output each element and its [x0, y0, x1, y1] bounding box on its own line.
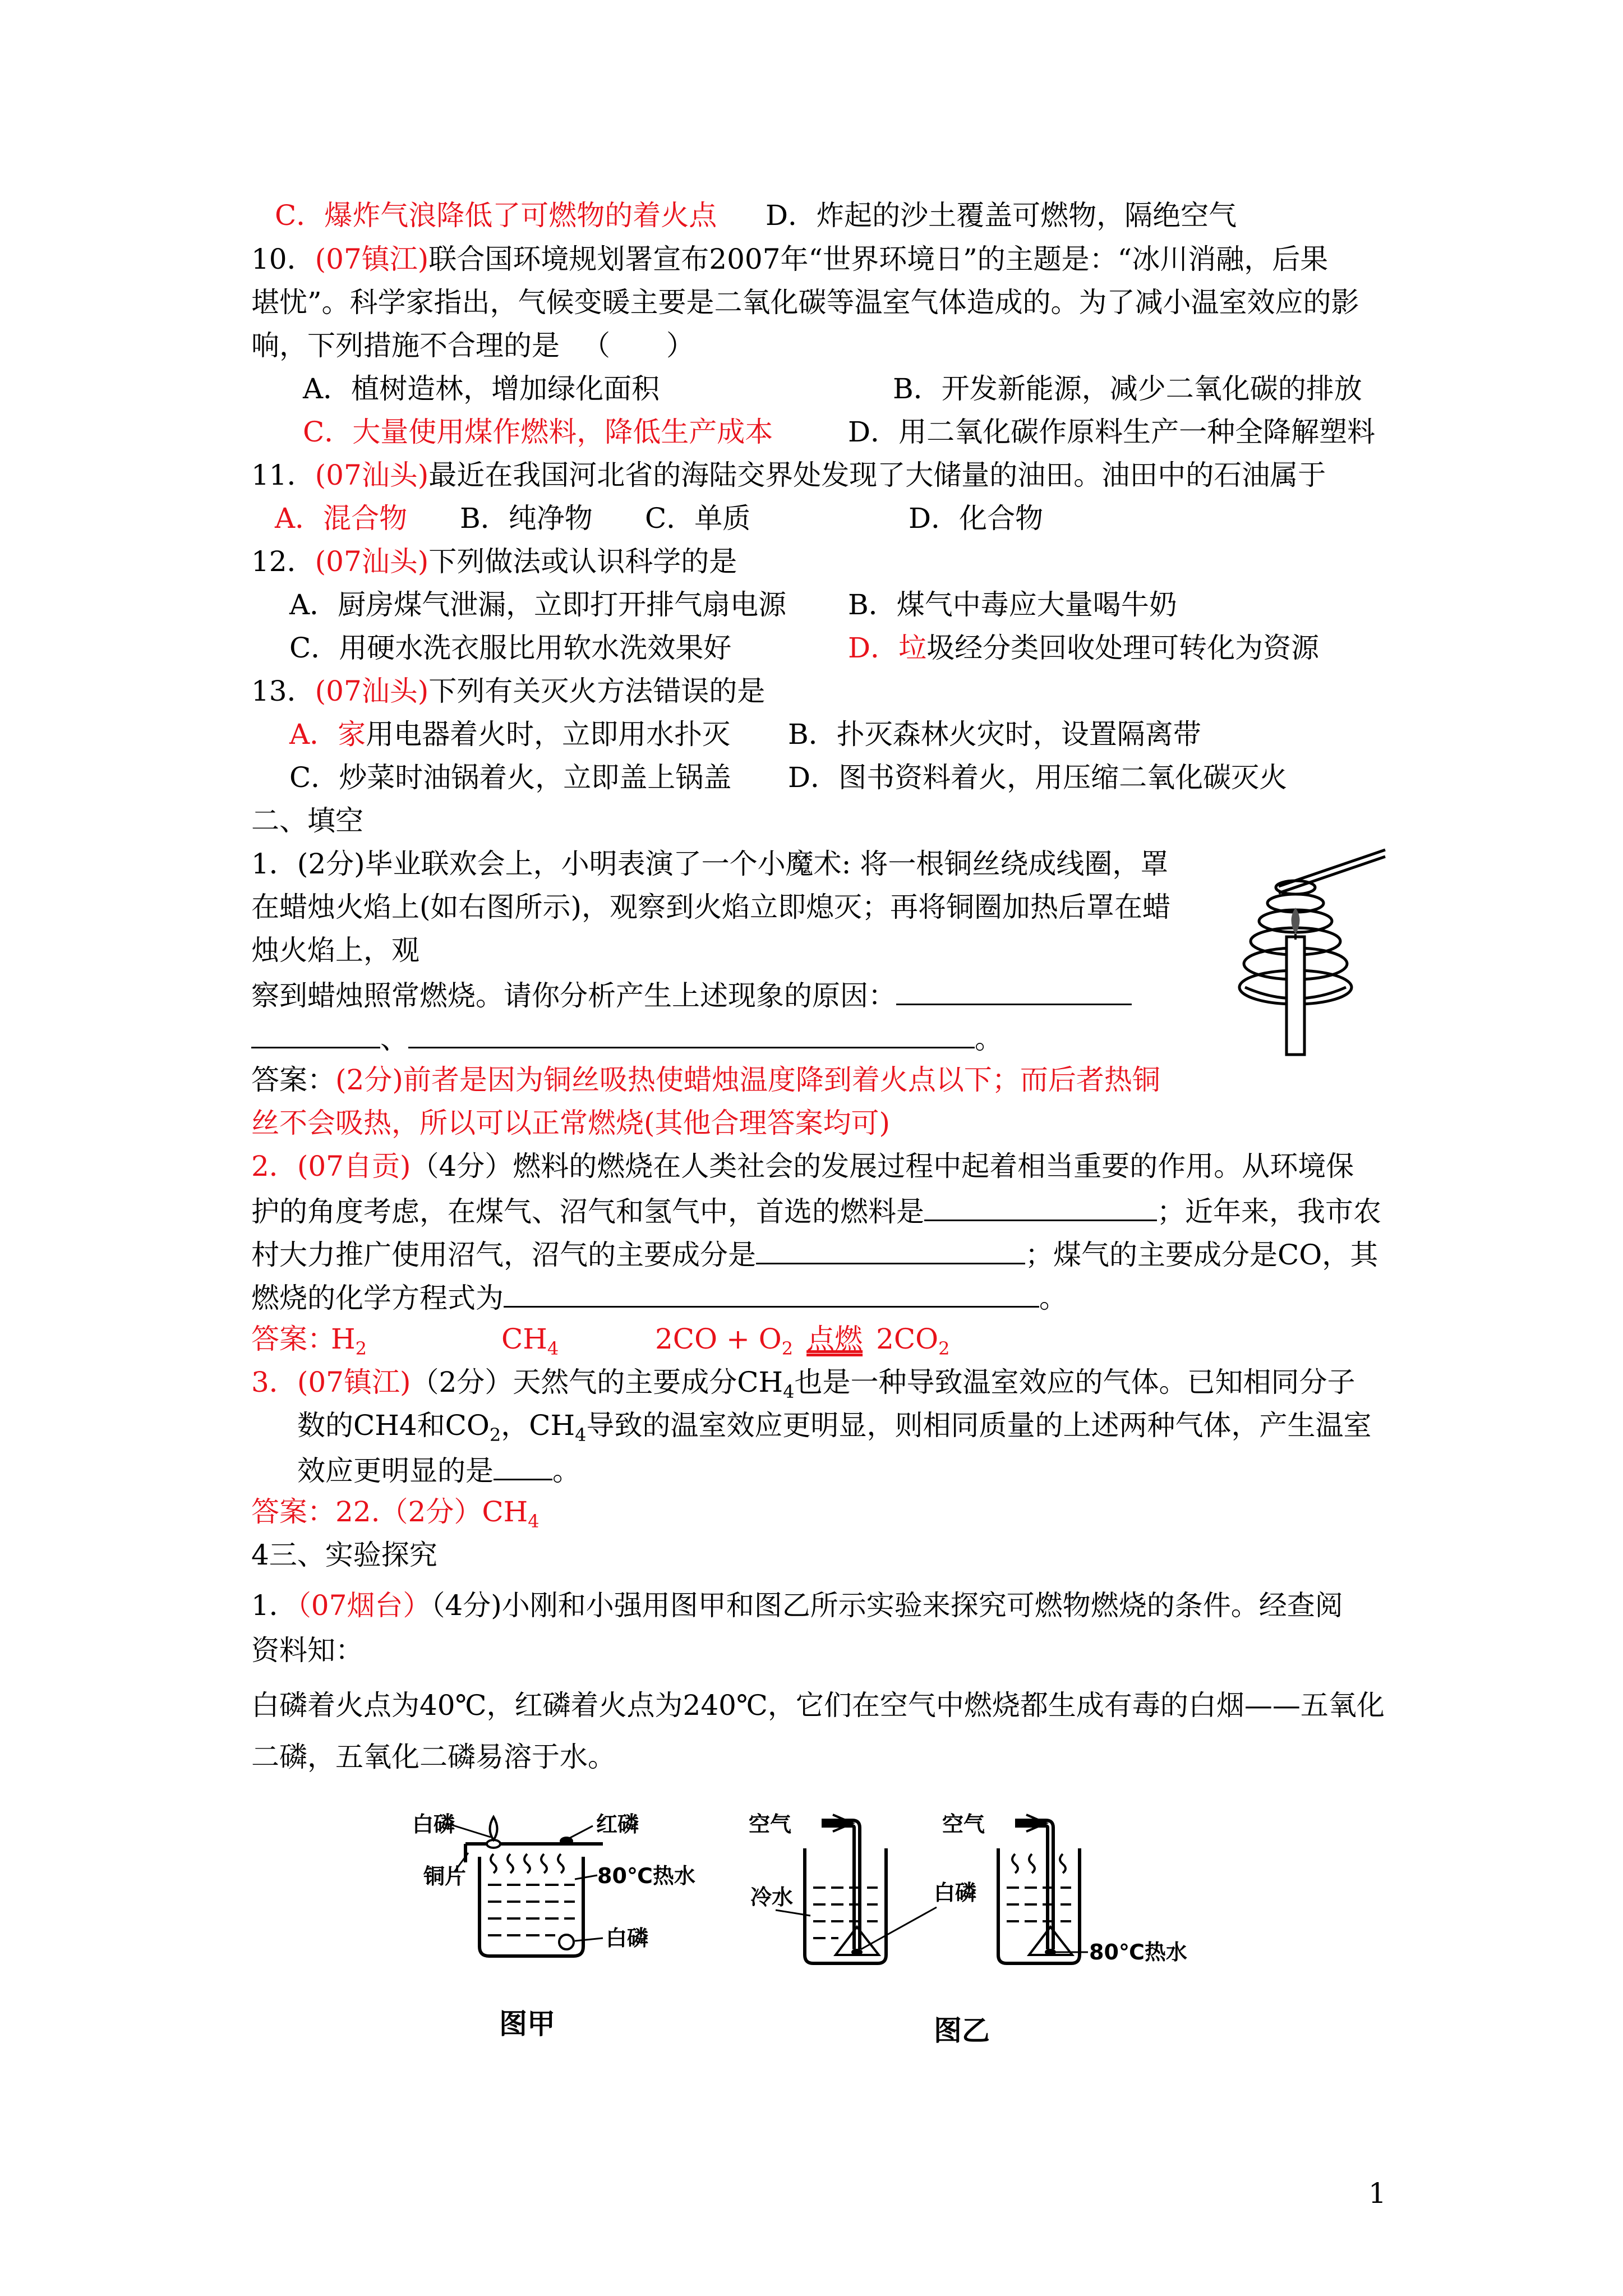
f2-line-1: 2．(07自贡)（4分）燃料的燃烧在人类社会的发展过程中起着相当重要的作用。从环境保	[251, 1150, 1354, 1182]
hot-water-lines	[1007, 1888, 1071, 1921]
f1-line-3: 烛火焰上，观	[251, 934, 419, 967]
q11-source: (07汕头)	[315, 459, 429, 491]
f1-line-5: 、 。	[251, 1020, 1003, 1056]
e1-source: （07烟台）	[297, 1589, 431, 1622]
q11-option-b: B．纯净物	[460, 502, 593, 535]
answer-h2: $H_2$	[331, 1323, 367, 1359]
label-white-phosphorus-top: 白磷	[412, 1812, 455, 1837]
q9-option-c: C．爆炸气浪降低了可燃物的着火点	[275, 199, 717, 232]
q10-option-a: A．植树造林，增加绿化面积	[303, 372, 660, 405]
q10-stem-2: 堪忧”。科学家指出，气候变暖主要是二氧化碳等温室气体造成的。为了减小温室效应的影	[251, 286, 1359, 319]
label-copper-sheet: 铜片	[423, 1864, 467, 1889]
answer-blank	[504, 1279, 1039, 1308]
q11-option-a: A．混合物	[275, 502, 408, 535]
q11-stem: 11．(07汕头)最近在我国河北省的海陆交界处发现了大储量的油田。油田中的石油属于	[251, 459, 1326, 491]
q12-option-c: C．用硬水洗衣服比用软水洗效果好	[289, 632, 732, 664]
f2-answer: 答案： $H_2$ $CH_4$ $2CO + O_2$ 点燃 $2CO_2$	[251, 1322, 335, 1356]
figure-b-caption: 图乙	[934, 2014, 990, 2047]
copper-coil-figure	[1217, 841, 1402, 1060]
label-red-phosphorus: 红磷	[596, 1812, 639, 1837]
q12-stem: 12．(07汕头)下列做法或认识科学的是	[251, 545, 737, 578]
q10-option-c: C．大量使用煤作燃料，降低生产成本	[303, 416, 773, 448]
page-number: 1	[1368, 2177, 1386, 2210]
q13-option-a: A．家用电器着火时，立即用水扑灭	[289, 718, 731, 751]
f2-source: (07自贡)	[297, 1150, 411, 1182]
q13-source: (07汕头)	[315, 675, 429, 707]
answer-blank	[494, 1452, 552, 1480]
label-air-right: 空气	[942, 1812, 985, 1837]
answer-blank	[408, 1020, 975, 1048]
answer-blank	[756, 1236, 1025, 1264]
answer-blank	[896, 977, 1132, 1005]
q13-option-c: C．炒菜时油锅着火，立即盖上锅盖	[289, 761, 732, 794]
f1-answer-1: 答案：(2分)前者是因为铜丝吸热使蜡烛温度降到着火点以下；而后者热铜	[251, 1064, 1160, 1096]
q10-source: (07镇江)	[315, 243, 429, 275]
f2-line-2: 护的角度考虑，在煤气、沼气和氢气中，首选的燃料是 ；近年来，我市农	[251, 1193, 1381, 1228]
figure-a-caption: 图甲	[499, 2008, 555, 2040]
q12-option-a: A．厨房煤气泄漏，立即打开排气扇电源	[289, 588, 787, 621]
q11-option-d: D．化合物	[909, 502, 1044, 535]
e1-line-2: 资料知：	[251, 1634, 363, 1667]
answer-paren: （ ）	[582, 329, 694, 362]
q13-option-d: D．图书资料着火，用压缩二氧化碳灭火	[788, 761, 1288, 794]
section-experiment-heading: 4三、实验探究	[251, 1539, 437, 1571]
q12-option-d: D．垃圾经分类回收处理可转化为资源	[848, 632, 1320, 664]
answer-blank	[251, 1020, 380, 1048]
answer-equation: $2CO + O_2$ 点燃 $2CO_2$	[655, 1323, 950, 1359]
f3-line-2: 数的CH4和$CO_2$，$CH_4$导致的温室效应更明显，则相同质量的上述两种气体，产生温室	[297, 1409, 1372, 1446]
q13-stem: 13．(07汕头)下列有关灭火方法错误的是	[251, 675, 766, 707]
f3-answer: 答案：22.（2分）$CH_4$	[251, 1496, 540, 1532]
q11-options	[275, 501, 1044, 535]
f2-line-4: 燃烧的化学方程式为 。	[251, 1279, 1067, 1315]
e1-line-3: 白磷着火点为40℃，红磷着火点为240℃，它们在空气中燃烧都生成有毒的白烟——五氧化	[251, 1689, 1385, 1722]
cold-water-lines	[813, 1888, 878, 1938]
e1-line-4: 二磷，五氧化二磷易溶于水。	[251, 1741, 616, 1773]
e1-line-1: 1．（07烟台）（4分)小刚和小强用图甲和图乙所示实验来探究可燃物燃烧的条件。经查阅	[251, 1589, 1343, 1622]
f1-line-4: 察到蜡烛照常燃烧。请你分析产生上述现象的原因：	[251, 977, 1132, 1013]
q9-options	[275, 199, 1237, 232]
figure-a-apparatus	[412, 1809, 726, 2062]
f3-line-1: 3．(07镇江)（2分）天然气的主要成分$CH_4$也是一种导致温室效应的气体。已知相同分子	[251, 1366, 1355, 1402]
answer-ch4: $CH_4$	[501, 1323, 559, 1359]
label-hot-water: 80℃热水	[597, 1864, 695, 1888]
f3-source: (07镇江)	[297, 1366, 411, 1398]
section-fill-in-heading: 二、填空	[251, 804, 363, 837]
q11-option-c: C．单质	[645, 502, 751, 535]
steam-marks	[491, 1854, 564, 1873]
figure-b-apparatus	[749, 1809, 1231, 2073]
q12-option-b: B．煤气中毒应大量喝牛奶	[848, 588, 1177, 621]
label-hot-water: 80℃热水	[1089, 1940, 1187, 1964]
q10-stem-1: 10．(07镇江)联合国环境规划署宣布2007年“世界环境日”的主题是：“冰川消融，后果	[251, 243, 1329, 275]
label-white-phosphorus: 白磷	[934, 1880, 977, 1905]
q10-option-d: D．用二氧化碳作原料生产一种全降解塑料	[848, 416, 1376, 448]
label-cold-water: 冷水	[750, 1885, 794, 1910]
q12-source: (07汕头)	[315, 545, 429, 578]
q13-option-b: B．扑灭森林火灾时，设置隔离带	[788, 718, 1201, 751]
f1-answer-2: 丝不会吸热，所以可以正常燃烧(其他合理答案均可)	[251, 1107, 891, 1139]
label-white-phosphorus-bottom: 白磷	[606, 1926, 649, 1950]
q9-option-d: D．炸起的沙土覆盖可燃物，隔绝空气	[766, 199, 1237, 232]
f1-line-2: 在蜡烛火焰上(如右图所示)，观察到火焰立即熄灭；再将铜圈加热后罩在蜡	[251, 891, 1171, 923]
f1-line-1: 1．(2分)毕业联欢会上，小明表演了一个小魔术: 将一根铜丝绕成线圈，罩	[251, 848, 1169, 880]
f2-line-3: 村大力推广使用沼气，沼气的主要成分是 ；煤气的主要成分是CO，其	[251, 1236, 1378, 1272]
q10-option-b: B．开发新能源，减少二氧化碳的排放	[893, 372, 1362, 405]
label-air-left: 空气	[749, 1812, 792, 1837]
f3-line-3: 效应更明显的是 。	[297, 1452, 580, 1488]
q10-stem-3: 响，下列措施不合理的是 （ ）	[251, 329, 694, 362]
steam-marks	[1012, 1854, 1066, 1873]
answer-blank	[924, 1193, 1157, 1221]
